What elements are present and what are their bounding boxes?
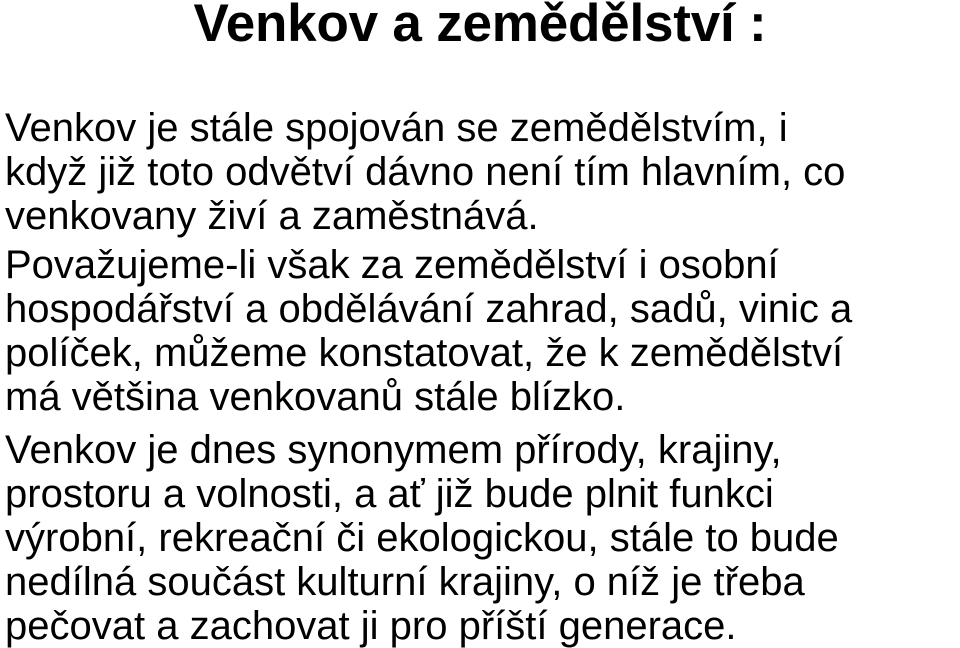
text-line: prostoru a volnosti, a ať již bude plnit funkci — [5, 472, 774, 516]
text-line: výrobní, rekreační či ekologickou, stále to bude — [5, 516, 839, 560]
text-line: když již toto odvětví dávno není tím hlavním, co — [5, 150, 846, 194]
slide-title: Venkov a zemědělství : — [193, 0, 767, 53]
text-line: políček, můžeme konstatovat, že k zemědělství — [5, 331, 844, 375]
paragraph-household-farming — [5, 243, 960, 419]
text-line: pečovat a zachovat ji pro příští generace. — [5, 604, 737, 648]
text-line: Považujeme-li však za zemědělství i osobní — [5, 243, 779, 287]
paragraph-rural-agriculture — [5, 106, 960, 238]
text-line: Venkov je dnes synonymem přírody, krajiny, — [5, 428, 782, 472]
paragraph-countryside-synonym — [5, 428, 960, 648]
text-line: má většina venkovanů stále blízko. — [5, 375, 626, 419]
text-line: venkovany živí a zaměstnává. — [5, 194, 539, 238]
text-line: Venkov je stále spojován se zemědělstvím, i — [5, 106, 788, 150]
text-line: nedílná součást kulturní krajiny, o níž je třeba — [5, 560, 805, 604]
text-line: hospodářství a obdělávání zahrad, sadů, vinic a — [5, 287, 853, 331]
